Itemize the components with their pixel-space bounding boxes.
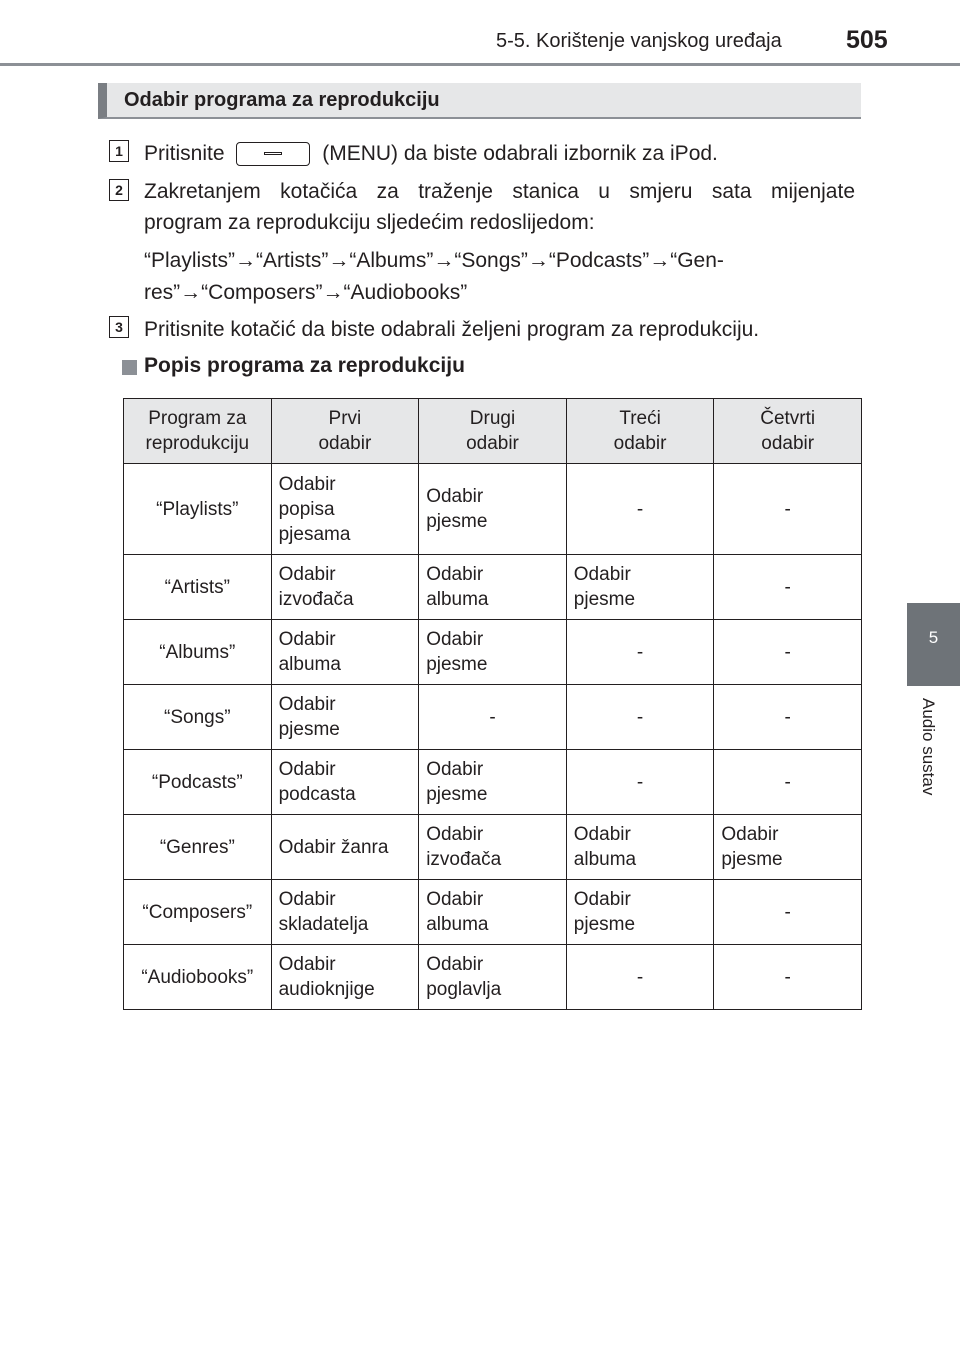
- table-cell: -: [566, 945, 714, 1010]
- menu-button-line-icon: [264, 152, 282, 155]
- table-cell: -: [566, 464, 714, 555]
- program-name-cell: “Playlists”: [124, 464, 272, 555]
- table-cell: Odabir pjesme: [419, 620, 567, 685]
- table-cell: -: [714, 750, 862, 815]
- table-cell: Odabir pjesme: [566, 880, 714, 945]
- table-cell: -: [566, 620, 714, 685]
- table-row: [124, 685, 862, 750]
- table-cell: Odabir skladatelja: [271, 880, 419, 945]
- program-name-cell: “Songs”: [124, 685, 272, 750]
- table-row: [124, 880, 862, 945]
- table-header-cell: [124, 399, 272, 464]
- table-cell: Odabir podcasta: [271, 750, 419, 815]
- table-cell: -: [714, 620, 862, 685]
- table-cell: Odabir audioknjige: [271, 945, 419, 1010]
- table-cell: -: [419, 685, 567, 750]
- table-cell: Odabir popisa pjesama: [271, 464, 419, 555]
- header-rule: [0, 63, 960, 66]
- step-2-line-1: Zakretanjem kotačića za traženje stanica u smjeru sata mijenjate: [144, 180, 855, 203]
- table-cell: Odabir žanra: [271, 815, 419, 880]
- chapter-tab-label-wrap: [906, 698, 946, 848]
- table-cell: Odabir albuma: [419, 555, 567, 620]
- table-header-text: Program za: [148, 408, 247, 429]
- table-row: [124, 750, 862, 815]
- menu-button-icon: [236, 142, 310, 166]
- table-header-cell: [271, 399, 419, 464]
- table-cell: -: [714, 685, 862, 750]
- table-header-text: Prvi: [328, 408, 362, 429]
- subheading: Popis programa za reprodukciju: [144, 354, 465, 377]
- table-cell: Odabir pjesme: [271, 685, 419, 750]
- table-cell: -: [714, 555, 862, 620]
- table-cell: Odabir albuma: [271, 620, 419, 685]
- table-header-cell: [566, 399, 714, 464]
- program-name-cell: “Genres”: [124, 815, 272, 880]
- step-2-order-line-2: res”→“Composers”→“Audiobooks”: [144, 281, 468, 304]
- table-header-text: odabir: [466, 433, 519, 454]
- section-title: Odabir programa za reprodukciju: [124, 89, 440, 111]
- table-header-text: odabir: [613, 433, 667, 454]
- table-header-text: odabir: [761, 433, 815, 454]
- program-name-cell: “Artists”: [124, 555, 272, 620]
- table-row: [124, 815, 862, 880]
- chapter-tab-number: 5: [928, 628, 939, 647]
- table-cell: -: [566, 685, 714, 750]
- table-cell: Odabir pjesme: [714, 815, 862, 880]
- step-1-marker: 1: [109, 140, 129, 162]
- program-name-cell: “Audiobooks”: [124, 945, 272, 1010]
- table-row: [124, 945, 862, 1010]
- table-header-text: Četvrti: [760, 408, 816, 429]
- chapter-tab-label: Audio sustav: [919, 698, 938, 796]
- table-cell: -: [566, 750, 714, 815]
- table-cell: -: [714, 945, 862, 1010]
- step-2-order-line-1: “Playlists”→“Artists”→“Albums”→“Songs”→“Podcasts”→“Gen-: [144, 249, 724, 272]
- step-1-text: [144, 138, 718, 170]
- table-cell: -: [714, 880, 862, 945]
- table-header-text: Drugi: [469, 408, 516, 429]
- table-body: [124, 464, 862, 1010]
- step-3-text: Pritisnite kotačić da biste odabrali željeni program za reprodukciju.: [144, 318, 760, 341]
- table-header-cell: [419, 399, 567, 464]
- program-name-cell: “Podcasts”: [124, 750, 272, 815]
- table-header-text: reprodukciju: [145, 433, 250, 454]
- table-cell: Odabir poglavlja: [419, 945, 567, 1010]
- page-number: 505: [846, 26, 888, 54]
- step-3-marker: 3: [109, 316, 129, 338]
- running-header-section: 5-5. Korištenje vanjskog uređaja: [496, 30, 782, 52]
- table-cell: Odabir pjesme: [566, 555, 714, 620]
- program-name-cell: “Albums”: [124, 620, 272, 685]
- table-cell: Odabir izvođača: [419, 815, 567, 880]
- table-cell: Odabir albuma: [566, 815, 714, 880]
- table-header-text: Treći: [619, 408, 661, 429]
- table-cell: Odabir izvođača: [271, 555, 419, 620]
- step-2-line-2: program za reprodukciju sljedećim redoslijedom:: [144, 211, 595, 234]
- subheading-square-icon: [122, 360, 137, 375]
- table-header-text: odabir: [318, 433, 372, 454]
- program-table: [123, 398, 862, 1010]
- table-header-cell: [714, 399, 862, 464]
- step-1-text-after: (MENU) da biste odabrali izbornik za iPod.: [322, 142, 718, 165]
- table-cell: Odabir pjesme: [419, 464, 567, 555]
- table-row: [124, 464, 862, 555]
- section-title-bar: [98, 83, 861, 119]
- step-2-marker: 2: [109, 179, 129, 201]
- table-header-row: [124, 399, 862, 464]
- table-row: [124, 620, 862, 685]
- table-cell: Odabir pjesme: [419, 750, 567, 815]
- table-cell: -: [714, 464, 862, 555]
- table-row: [124, 555, 862, 620]
- program-name-cell: “Composers”: [124, 880, 272, 945]
- step-1-text-before: Pritisnite: [144, 142, 225, 165]
- table-cell: Odabir albuma: [419, 880, 567, 945]
